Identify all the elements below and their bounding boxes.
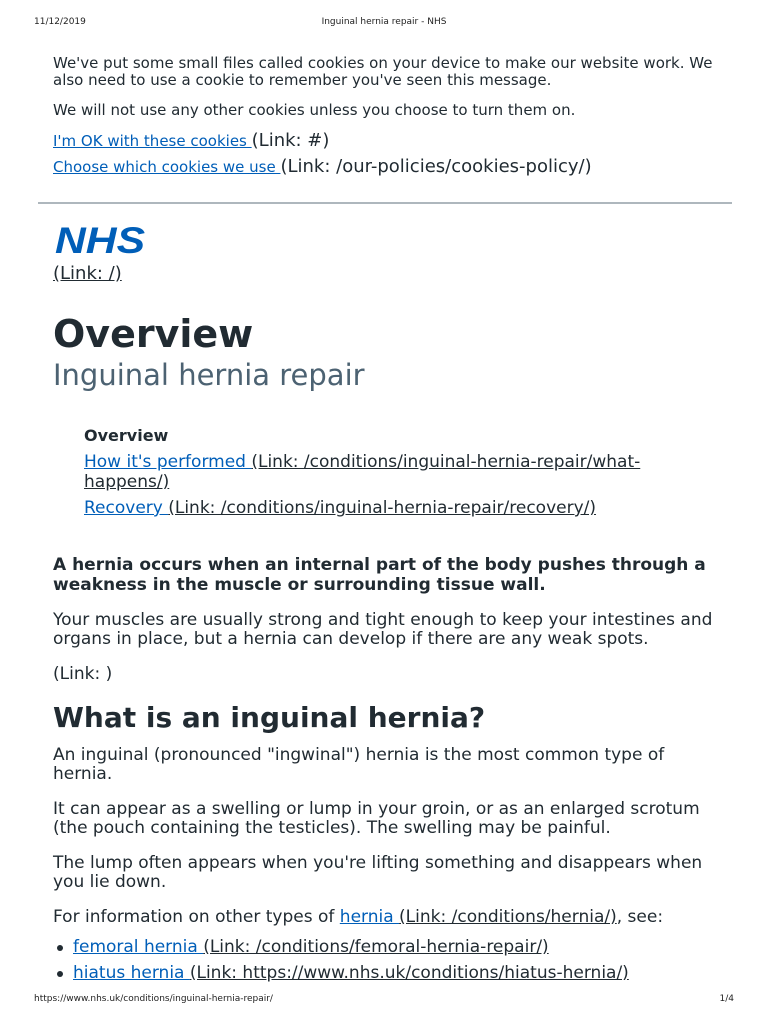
page-title: Overview	[53, 312, 254, 356]
paragraph: It can appear as a swelling or lump in your groin, or as an enlarged scrotum (the pouch containing the testicles). The swelling may be painful.	[53, 799, 700, 838]
main-content	[53, 555, 719, 990]
bullet-icon	[57, 945, 63, 951]
nhs-logo-text: NHS	[55, 222, 146, 256]
empty-link[interactable]: (Link: )	[53, 664, 113, 684]
page-number: 1/4	[719, 994, 734, 1004]
print-header	[34, 17, 734, 31]
hiatus-hernia-link[interactable]: hiatus hernia	[73, 963, 190, 983]
femoral-hernia-link[interactable]: femoral hernia	[73, 937, 204, 957]
contents-link-how-performed[interactable]: How it's performed	[84, 452, 252, 472]
contents-nav	[84, 426, 704, 518]
print-date: 11/12/2019	[34, 17, 86, 27]
paragraph: The lump often appears when you're lifting something and disappears when you lie down.	[53, 853, 703, 892]
choose-cookies-href: (Link: /our-policies/cookies-policy/)	[280, 156, 592, 177]
contents-href: (Link: /conditions/inguinal-hernia-repair/recovery/)	[168, 498, 597, 518]
accept-cookies-link[interactable]: I'm OK with these cookies	[53, 132, 252, 150]
list-item	[53, 938, 719, 957]
cookie-banner	[53, 55, 713, 176]
contents-item	[84, 452, 704, 492]
text: For information on other types of	[53, 907, 340, 927]
accept-cookies-href: (Link: #)	[251, 130, 330, 151]
contents-current: Overview	[84, 426, 169, 445]
paragraph: An inguinal (pronounced "ingwinal") hernia is the most common type of hernia.	[53, 745, 665, 784]
page-subtitle: Inguinal hernia repair	[53, 358, 365, 392]
cookie-choose-row	[53, 158, 713, 176]
hernia-link[interactable]: hernia	[339, 907, 400, 927]
print-footer	[34, 994, 734, 1008]
section-heading: What is an inguinal hernia?	[53, 701, 486, 734]
cookie-message: We've put some small files called cookies on your device to make our website work. We also need to use a cookie to remember you've seen this message.	[53, 54, 713, 89]
contents-link-recovery[interactable]: Recovery	[84, 498, 169, 518]
list-item	[53, 964, 719, 983]
hiatus-hernia-href: (Link: https://www.nhs.uk/conditions/hiatus-hernia/)	[189, 963, 629, 983]
hernia-types-list	[53, 938, 719, 983]
contents-href: (Link: /conditions/inguinal-hernia-repair/what-happens/)	[84, 452, 641, 492]
print-url: https://www.nhs.uk/conditions/inguinal-hernia-repair/	[34, 994, 273, 1004]
hernia-href: (Link: /conditions/hernia/)	[399, 907, 617, 927]
cookie-message-secondary: We will not use any other cookies unless you choose to turn them on.	[53, 101, 576, 119]
lead-paragraph: A hernia occurs when an internal part of the body pushes through a weakness in the muscle or surrounding tissue wall.	[53, 555, 706, 595]
paragraph-other-types	[53, 908, 719, 927]
femoral-hernia-href: (Link: /conditions/femoral-hernia-repair/)	[203, 937, 549, 957]
text: , see:	[616, 907, 664, 927]
contents-item	[84, 498, 704, 518]
home-link[interactable]: (Link: /)	[53, 263, 122, 284]
choose-cookies-link[interactable]: Choose which cookies we use	[53, 158, 281, 176]
bullet-icon	[57, 971, 63, 977]
print-title: Inguinal hernia repair - NHS	[321, 17, 447, 27]
paragraph: Your muscles are usually strong and tight enough to keep your intestines and organs in place, but a hernia can develop if there are any weak spots.	[53, 610, 713, 649]
banner-divider	[38, 202, 732, 204]
nhs-logo[interactable]	[55, 222, 147, 256]
cookie-accept-row	[53, 132, 713, 150]
